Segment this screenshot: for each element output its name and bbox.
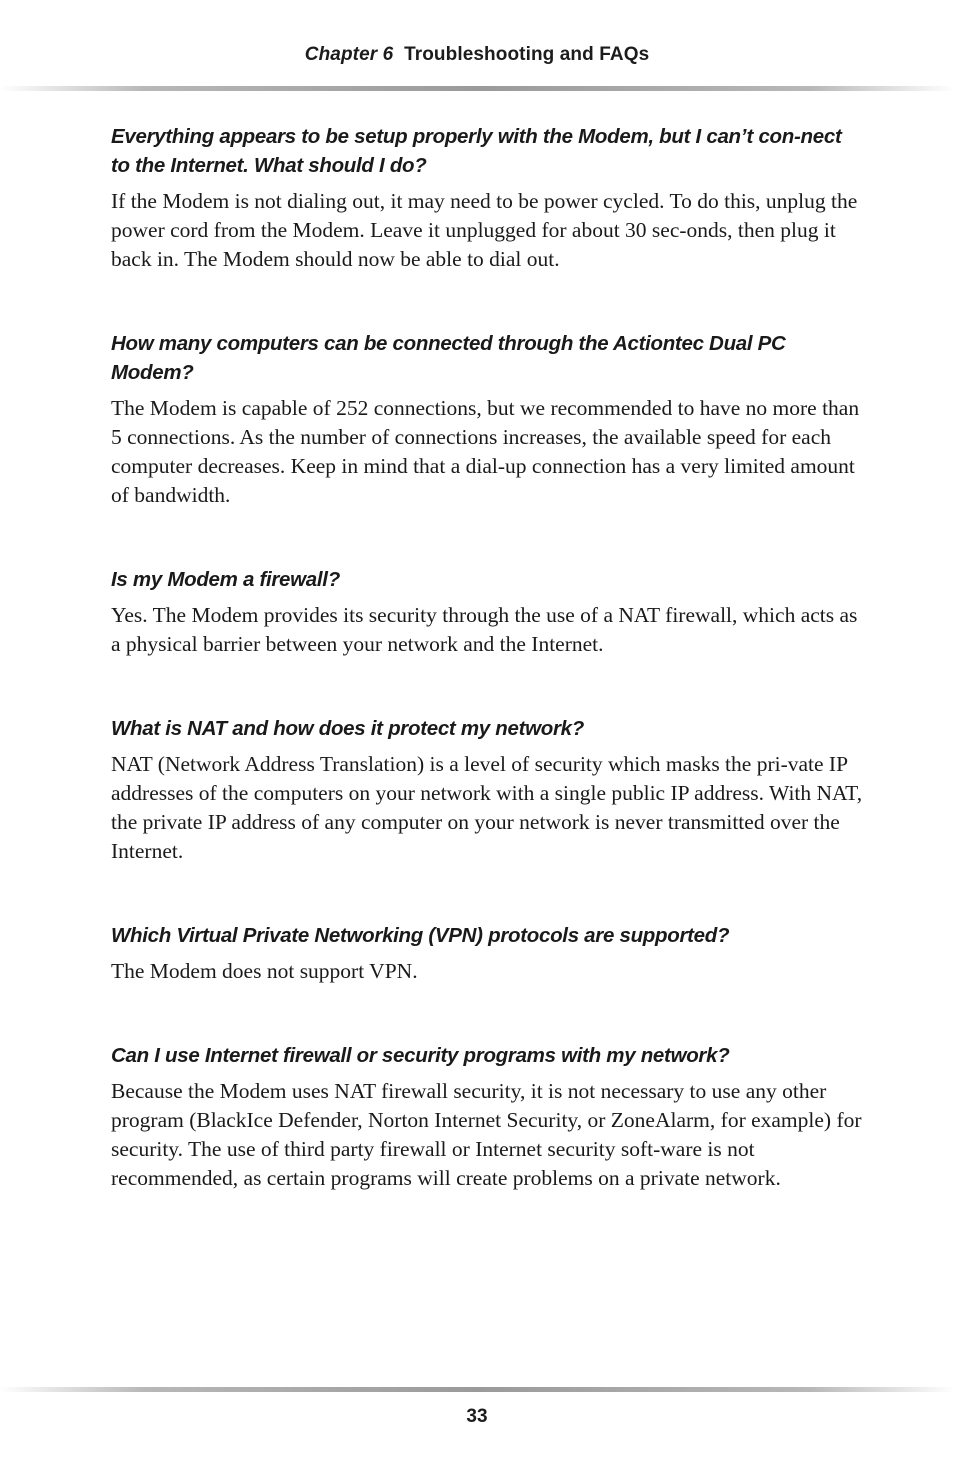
header-rule — [0, 86, 954, 91]
footer-rule — [0, 1387, 954, 1392]
running-header — [0, 44, 954, 66]
faq-answer: Yes. The Modem provides its security through the use of a NAT firewall, which acts as a physical barrier between your network and the Internet. — [111, 603, 858, 656]
faq-list — [111, 122, 863, 1193]
faq-item — [111, 714, 863, 866]
faq-answer: Because the Modem uses NAT firewall security, it is not necessary to use any other program (BlackIce Defender, Norton Internet Security, or ZoneAlarm, for example) for security. The use of third party firewall or Internet security soft-ware is not recommended, as certain programs will create problems on a private network. — [111, 1079, 862, 1190]
faq-question: What is NAT and how does it protect my network? — [111, 717, 584, 740]
faq-item — [111, 329, 863, 510]
faq-answer: If the Modem is not dialing out, it may need to be power cycled. To do this, unplug the power cord from the Modem. Leave it unplugged for about 30 sec-onds, then plug it back in. The Modem should now be able to dial out. — [111, 189, 858, 271]
faq-question: Everything appears to be setup properly with the Modem, but I can’t con-nect to the Internet. What should I do? — [111, 125, 842, 177]
faq-item — [111, 921, 863, 986]
faq-question: Is my Modem a firewall? — [111, 568, 340, 591]
faq-question: Can I use Internet firewall or security programs with my network? — [111, 1044, 730, 1067]
faq-answer: The Modem is capable of 252 connections, but we recommended to have no more than 5 connections. As the number of connections increases, the available speed for each computer decreases. Keep in mind that a dial-up connection has a very limited amount of bandwidth. — [111, 396, 860, 507]
faq-item — [111, 1041, 863, 1193]
faq-answer: The Modem does not support VPN. — [111, 959, 418, 983]
faq-question: How many computers can be connected through the Actiontec Dual PC Modem? — [111, 332, 786, 384]
chapter-label: Chapter 6 — [304, 44, 394, 65]
chapter-title: Troubleshooting and FAQs — [404, 44, 650, 65]
page-number: 33 — [466, 1406, 488, 1427]
faq-answer: NAT (Network Address Translation) is a level of security which masks the pri-vate IP addresses of the computers on your network with a single public IP address. With NAT, the private IP address of any computer on your network is never transmitted over the Internet. — [111, 752, 863, 863]
faq-question: Which Virtual Private Networking (VPN) protocols are supported? — [111, 924, 730, 947]
faq-item — [111, 122, 863, 274]
faq-item — [111, 565, 863, 659]
